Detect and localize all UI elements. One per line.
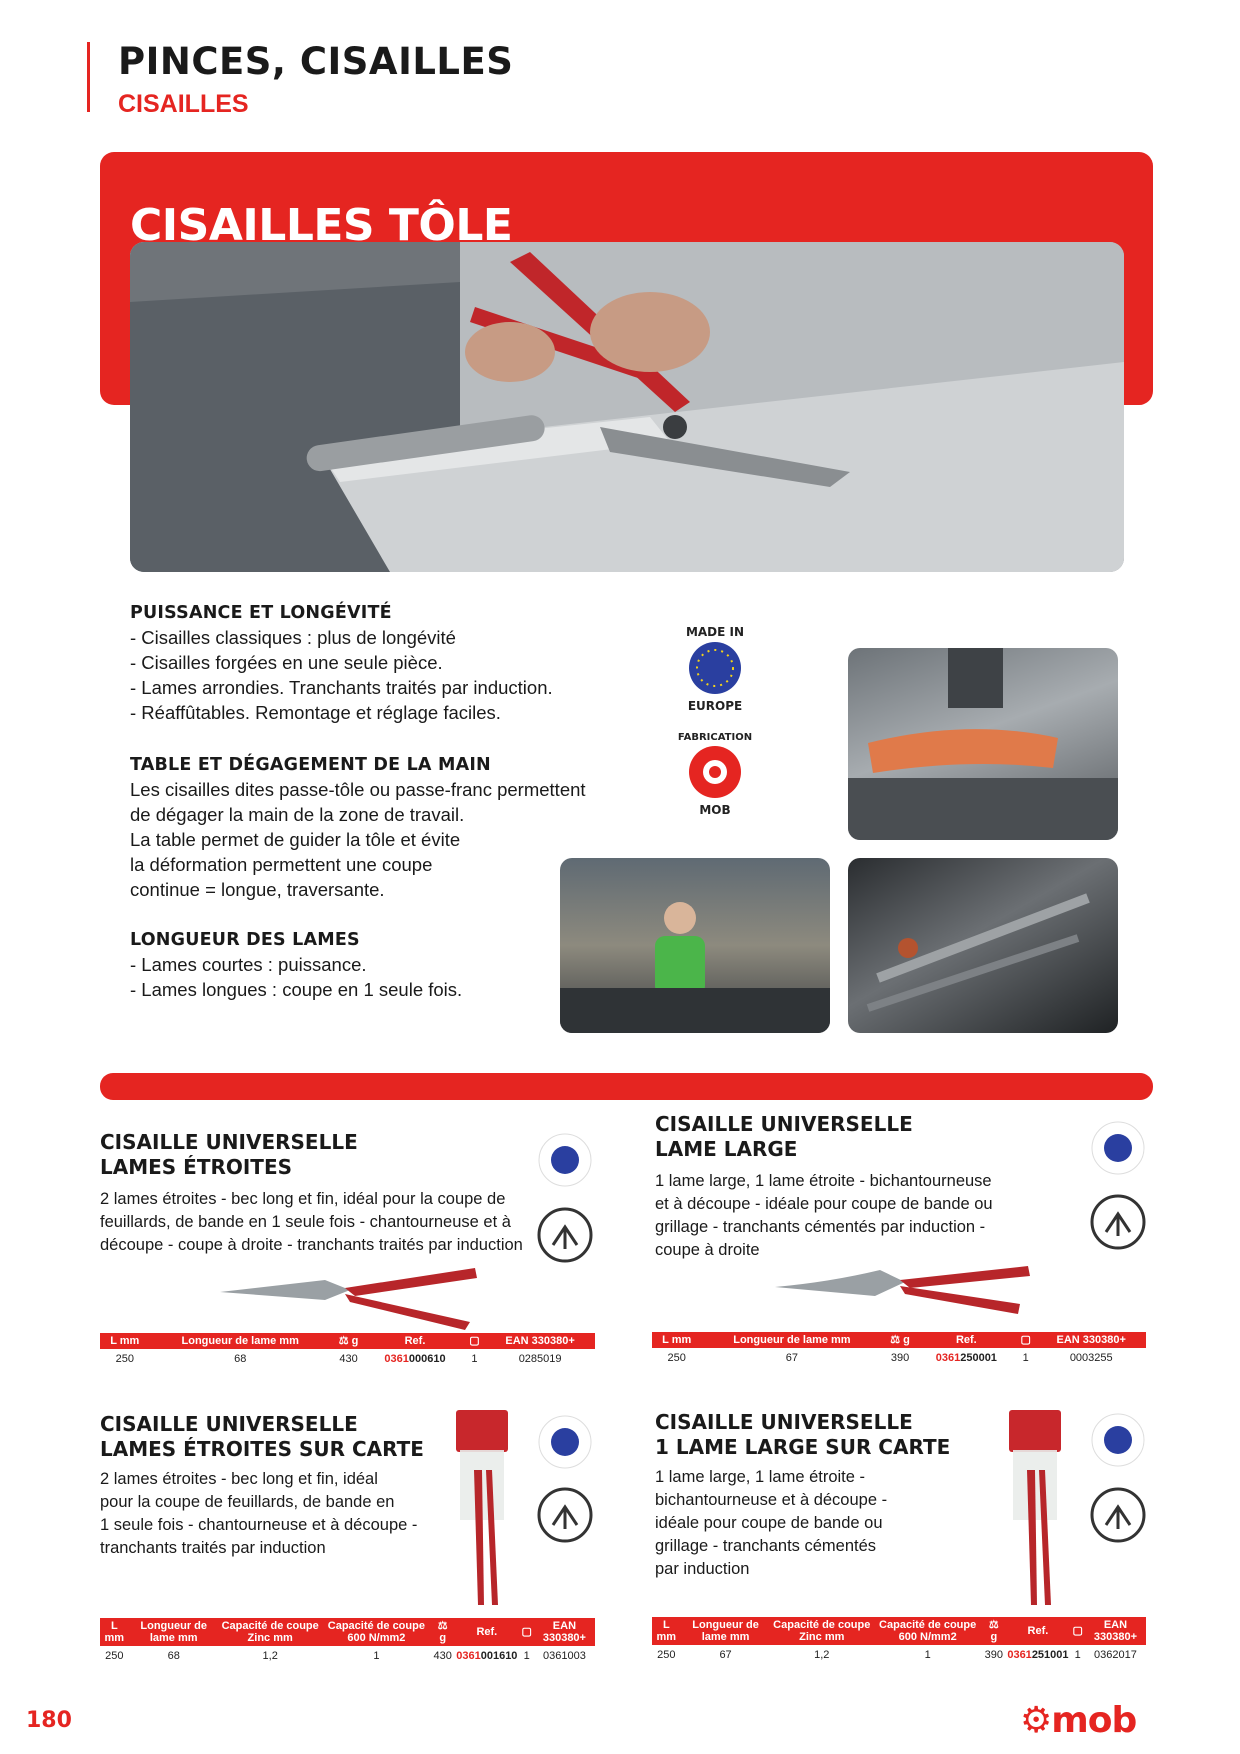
- product-title: [655, 1410, 985, 1460]
- table-header-row: [652, 1617, 1146, 1645]
- table-cell: 1: [523, 1650, 530, 1662]
- table-cell: 1: [1022, 1352, 1029, 1364]
- made-in-europe-small-icon: [535, 1412, 595, 1472]
- product-2: [655, 1112, 1035, 1262]
- product-desc-line: par induction: [655, 1560, 750, 1578]
- made-in-europe-small-icon: [535, 1130, 595, 1190]
- ref-suffix: 000610: [408, 1353, 446, 1365]
- table-cell: 1: [924, 1649, 931, 1661]
- table-row: [652, 1645, 1146, 1665]
- workshop-photo: [560, 858, 830, 1033]
- carded-shears-image: [452, 1410, 512, 1615]
- table-cell: 1: [1074, 1649, 1081, 1661]
- table-cell: 0285019: [518, 1353, 562, 1365]
- product-title-line: CISAILLE UNIVERSELLE: [100, 1130, 358, 1154]
- section-line: La table permet de guider la tôle et évite: [130, 829, 461, 850]
- spec-table: [100, 1333, 595, 1369]
- ref-prefix: 0361: [456, 1650, 481, 1662]
- column-header-label: g: [903, 1334, 910, 1346]
- weight-icon: ⚖: [437, 1620, 448, 1632]
- section-line: la déformation permettent une coupe: [130, 854, 433, 875]
- section-line: Les cisailles dites passe-tôle ou passe-franc permettent: [130, 779, 586, 800]
- product-4: [655, 1410, 985, 1581]
- table-cell: 67: [719, 1649, 732, 1661]
- table-cell: 430: [433, 1650, 452, 1662]
- product-desc-line: 2 lames étroites - bec long et fin, idéal pour la coupe de: [100, 1190, 506, 1208]
- column-header: Capacité de coupe 600 N/mm2: [873, 1617, 982, 1645]
- column-header-label: g: [990, 1631, 998, 1643]
- column-header-label: g: [351, 1335, 359, 1347]
- cutting-symbol-icon: [1088, 1485, 1148, 1545]
- table-header-row: [100, 1333, 595, 1349]
- product-title-line: CISAILLE UNIVERSELLE: [655, 1410, 913, 1434]
- box-icon: ▢: [464, 1333, 486, 1349]
- weight-icon: ⚖: [890, 1334, 901, 1346]
- cutting-symbol-icon: [535, 1205, 595, 1265]
- product-title: [100, 1130, 540, 1180]
- table-cell: 390: [890, 1352, 910, 1364]
- column-header: L mm: [652, 1617, 681, 1645]
- column-header-weight: [982, 1617, 1005, 1645]
- ref-cell: [366, 1349, 463, 1369]
- table-cell: 390: [984, 1649, 1003, 1661]
- table-cell: 1: [471, 1353, 478, 1365]
- ref-suffix: 251001: [1031, 1649, 1069, 1661]
- column-header-weight: [431, 1618, 454, 1646]
- product-desc-line: idéale pour coupe de bande ou: [655, 1514, 883, 1532]
- table-cell: 250: [105, 1650, 124, 1662]
- weight-icon: ⚖: [988, 1619, 999, 1631]
- spec-table: [652, 1617, 1146, 1665]
- table-cell: 250: [657, 1649, 676, 1661]
- column-header: L mm: [100, 1333, 150, 1349]
- ref-prefix: 0361: [1007, 1649, 1032, 1661]
- section-separator: [100, 1073, 1153, 1100]
- product-title: [655, 1112, 1035, 1162]
- column-header: Ref.: [918, 1332, 1015, 1348]
- cutting-symbol-icon: [1088, 1192, 1148, 1252]
- made-in-europe-badge: [665, 618, 765, 718]
- column-header: Ref.: [454, 1618, 519, 1646]
- section-line: - Cisailles classiques : plus de longévité: [130, 627, 456, 648]
- column-header: EAN 330380+: [1085, 1617, 1146, 1645]
- section-puissance: [130, 603, 650, 725]
- spec-table: [652, 1332, 1146, 1368]
- product-3: [100, 1412, 430, 1560]
- section-line: - Lames longues : coupe en 1 seule fois.: [130, 979, 463, 1000]
- header-accent-bar: [87, 42, 90, 112]
- section-line: - Cisailles forgées en une seule pièce.: [130, 652, 443, 673]
- product-desc-line: tranchants traités par induction: [100, 1539, 326, 1557]
- gear-icon: ⚙: [1020, 1700, 1052, 1741]
- product-desc-line: pour la coupe de feuillards, de bande en: [100, 1493, 395, 1511]
- product-title-line: LAMES ÉTROITES SUR CARTE: [100, 1437, 424, 1461]
- logo-text: mob: [1051, 1700, 1137, 1741]
- table-header-row: [100, 1618, 595, 1646]
- product-desc-line: 1 lame large, 1 lame étroite -: [655, 1468, 866, 1486]
- product-desc-line: et à découpe - idéale pour coupe de bande ou: [655, 1195, 993, 1213]
- ref-suffix: 250001: [960, 1352, 997, 1364]
- brand-logo: [1020, 1700, 1136, 1741]
- column-header: Capacité de coupe 600 N/mm2: [322, 1618, 432, 1646]
- product-title: [100, 1412, 430, 1462]
- badge-text-top: MADE IN: [685, 625, 745, 639]
- column-header-weight: [331, 1333, 366, 1349]
- ref-prefix: 0361: [384, 1353, 409, 1365]
- product-title-line: LAME LARGE: [655, 1137, 798, 1161]
- box-icon: ▢: [1015, 1332, 1036, 1348]
- table-cell: 430: [339, 1353, 358, 1365]
- page-subtitle: CISAILLES: [118, 90, 249, 118]
- shears-image: [215, 1262, 485, 1337]
- product-desc-line: découpe - coupe à droite - tranchants traités par induction: [100, 1236, 523, 1254]
- page-number: 180: [26, 1708, 72, 1733]
- column-header: Longueur de lame mm: [129, 1618, 219, 1646]
- section-heading: PUISSANCE ET LONGÉVITÉ: [130, 603, 392, 623]
- section-line: - Lames courtes : puissance.: [130, 954, 367, 975]
- page-title: PINCES, CISAILLES: [118, 40, 514, 83]
- tools-photo: [848, 858, 1118, 1033]
- section-line: - Réaffûtables. Remontage et réglage faciles.: [130, 702, 501, 723]
- cutting-symbol-icon: [535, 1485, 595, 1545]
- table-row: [100, 1349, 595, 1369]
- table-cell: 250: [667, 1352, 686, 1364]
- column-header: Longueur de lame mm: [150, 1333, 331, 1349]
- product-desc-line: feuillards, de bande en 1 seule fois - chantourneuse et à: [100, 1213, 511, 1231]
- section-heading: TABLE ET DÉGAGEMENT DE LA MAIN: [130, 755, 491, 775]
- column-header: Longueur de lame mm: [701, 1332, 882, 1348]
- hero-photo: [130, 242, 1124, 572]
- product-title-line: CISAILLE UNIVERSELLE: [100, 1412, 358, 1436]
- carded-shears-image: [1005, 1410, 1065, 1615]
- table-cell: 1,2: [814, 1649, 830, 1661]
- product-desc-line: coupe à droite: [655, 1241, 760, 1259]
- ref-cell: [454, 1646, 519, 1666]
- column-header: L mm: [100, 1618, 129, 1646]
- ref-suffix: 001610: [480, 1650, 518, 1662]
- column-header: Longueur de lame mm: [681, 1617, 771, 1645]
- column-header: Ref.: [1005, 1617, 1070, 1645]
- hero-illustration: [130, 242, 1124, 572]
- ref-cell: [918, 1348, 1015, 1368]
- table-header-row: [652, 1332, 1146, 1348]
- product-desc-line: 1 lame large, 1 lame étroite - bichantourneuse: [655, 1172, 992, 1190]
- table-cell: 1: [373, 1650, 380, 1662]
- column-header: L mm: [652, 1332, 701, 1348]
- table-row: [652, 1348, 1146, 1368]
- column-header-label: g: [439, 1632, 447, 1644]
- column-header: Capacité de coupe Zinc mm: [219, 1618, 322, 1646]
- ref-cell: [1005, 1645, 1070, 1665]
- column-header: EAN 330380+: [1036, 1332, 1146, 1348]
- table-cell: 1,2: [262, 1650, 278, 1662]
- table-cell: 0361003: [543, 1650, 586, 1662]
- product-1: [100, 1130, 540, 1257]
- product-desc-line: 2 lames étroites - bec long et fin, idéal: [100, 1470, 378, 1488]
- forging-photo: [848, 648, 1118, 840]
- section-line: de dégager la main de la zone de travail.: [130, 804, 465, 825]
- product-desc-line: 1 seule fois - chantourneuse et à découpe -: [100, 1516, 418, 1534]
- ref-prefix: 0361: [935, 1352, 961, 1364]
- fabrication-mob-badge: [665, 722, 765, 822]
- shears-image: [770, 1252, 1040, 1327]
- column-header-weight: [882, 1332, 917, 1348]
- table-cell: 67: [785, 1352, 799, 1364]
- section-line: continue = longue, traversante.: [130, 879, 385, 900]
- column-header: Ref.: [366, 1333, 463, 1349]
- product-title-line: LAMES ÉTROITES: [100, 1155, 293, 1179]
- spec-table: [100, 1618, 595, 1666]
- made-in-europe-small-icon: [1088, 1118, 1148, 1178]
- column-header: EAN 330380+: [534, 1618, 595, 1646]
- product-title-line: 1 LAME LARGE SUR CARTE: [655, 1435, 951, 1459]
- column-header: EAN 330380+: [485, 1333, 595, 1349]
- product-desc-line: grillage - tranchants cémentés par induction -: [655, 1218, 986, 1236]
- product-title-line: CISAILLE UNIVERSELLE: [655, 1112, 913, 1136]
- badge-text-top: FABRICATION: [677, 732, 753, 743]
- table-row: [100, 1646, 595, 1666]
- weight-icon: ⚖: [338, 1335, 349, 1347]
- made-in-europe-small-icon: [1088, 1410, 1148, 1470]
- table-cell: 0003255: [1069, 1352, 1113, 1364]
- table-cell: 68: [167, 1650, 180, 1662]
- product-desc-line: grillage - tranchants cémentés: [655, 1537, 877, 1555]
- table-cell: 68: [234, 1353, 247, 1365]
- badge-text-bottom: MOB: [699, 803, 731, 817]
- box-icon: ▢: [519, 1618, 533, 1646]
- section-heading: LONGUEUR DES LAMES: [130, 930, 360, 950]
- box-icon: ▢: [1071, 1617, 1085, 1645]
- badge-text-bottom: EUROPE: [687, 699, 743, 713]
- table-cell: 0362017: [1094, 1649, 1137, 1661]
- product-desc-line: bichantourneuse et à découpe -: [655, 1491, 888, 1509]
- section-line: - Lames arrondies. Tranchants traités par induction.: [130, 677, 553, 698]
- hero-title: CISAILLES TÔLE: [130, 200, 513, 251]
- table-cell: 250: [115, 1353, 134, 1365]
- column-header: Capacité de coupe Zinc mm: [771, 1617, 873, 1645]
